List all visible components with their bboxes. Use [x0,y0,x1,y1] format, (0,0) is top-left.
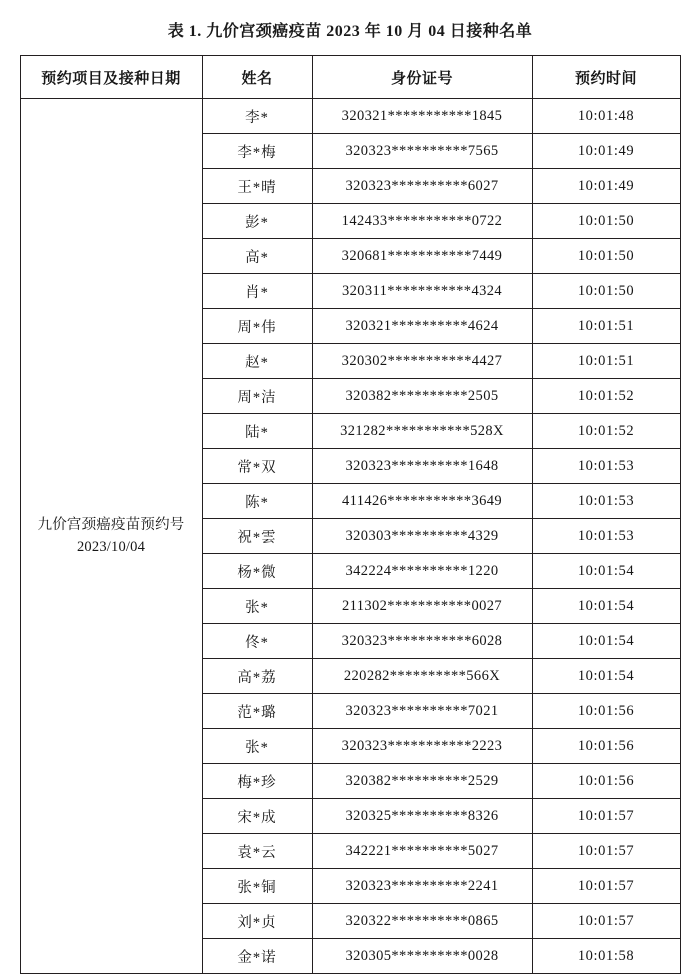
cell-appointment-time: 10:01:56 [532,694,680,729]
cell-id-number: 320323**********7021 [312,694,532,729]
cell-appointment-time: 10:01:56 [532,729,680,764]
cell-appointment-time: 10:01:56 [532,764,680,799]
cell-id-number: 142433***********0722 [312,204,532,239]
cell-name: 高* [202,239,312,274]
cell-appointment-time: 10:01:57 [532,869,680,904]
cell-id-number: 220282**********566X [312,659,532,694]
cell-id-number: 320322**********0865 [312,904,532,939]
cell-name: 彭* [202,204,312,239]
cell-name: 常*双 [202,449,312,484]
cell-id-number: 320323**********7565 [312,134,532,169]
cell-id-number: 320323***********6028 [312,624,532,659]
cell-id-number: 320323**********6027 [312,169,532,204]
cell-id-number: 320325**********8326 [312,799,532,834]
cell-name: 高*荔 [202,659,312,694]
cell-name: 周*伟 [202,309,312,344]
cell-id-number: 320305**********0028 [312,939,532,974]
cell-id-number: 320323**********2241 [312,869,532,904]
cell-appointment-time: 10:01:48 [532,99,680,134]
column-header-project: 预约项目及接种日期 [20,56,202,99]
cell-appointment-time: 10:01:49 [532,169,680,204]
cell-name: 王*晴 [202,169,312,204]
cell-appointment-time: 10:01:57 [532,904,680,939]
column-header-time: 预约时间 [532,56,680,99]
project-and-date-cell [20,99,202,974]
cell-name: 张*铜 [202,869,312,904]
cell-name: 李* [202,99,312,134]
cell-appointment-time: 10:01:54 [532,554,680,589]
page-title: 表 1. 九价宫颈癌疫苗 2023 年 10 月 04 日接种名单 [167,23,533,40]
cell-name: 杨*微 [202,554,312,589]
cell-id-number: 320681***********7449 [312,239,532,274]
cell-appointment-time: 10:01:58 [532,939,680,974]
cell-appointment-time: 10:01:54 [532,624,680,659]
vaccination-roster-table [20,55,681,974]
cell-appointment-time: 10:01:50 [532,274,680,309]
cell-name: 周*洁 [202,379,312,414]
cell-id-number: 342221**********5027 [312,834,532,869]
cell-name: 范*璐 [202,694,312,729]
column-header-id: 身份证号 [312,56,532,99]
cell-name: 宋*成 [202,799,312,834]
cell-id-number: 320311***********4324 [312,274,532,309]
table-header [20,56,680,99]
cell-name: 张* [202,589,312,624]
cell-appointment-time: 10:01:50 [532,204,680,239]
project-name-text: 九价宫颈癌疫苗预约号 [37,516,185,533]
cell-id-number: 320321**********4624 [312,309,532,344]
cell-appointment-time: 10:01:53 [532,519,680,554]
cell-appointment-time: 10:01:52 [532,414,680,449]
cell-name: 张* [202,729,312,764]
cell-appointment-time: 10:01:50 [532,239,680,274]
cell-id-number: 320303**********4329 [312,519,532,554]
cell-name: 佟* [202,624,312,659]
cell-name: 梅*珍 [202,764,312,799]
cell-id-number: 320302***********4427 [312,344,532,379]
cell-name: 陆* [202,414,312,449]
table-header-row [20,56,680,99]
cell-appointment-time: 10:01:57 [532,799,680,834]
cell-appointment-time: 10:01:54 [532,589,680,624]
cell-appointment-time: 10:01:57 [532,834,680,869]
cell-id-number: 320382**********2529 [312,764,532,799]
cell-appointment-time: 10:01:51 [532,309,680,344]
cell-name: 肖* [202,274,312,309]
cell-name: 赵* [202,344,312,379]
cell-id-number: 320321***********1845 [312,99,532,134]
cell-name: 祝*雲 [202,519,312,554]
cell-name: 刘*贞 [202,904,312,939]
project-date-text: 2023/10/04 [76,539,146,555]
cell-id-number: 320382**********2505 [312,379,532,414]
cell-appointment-time: 10:01:53 [532,449,680,484]
cell-id-number: 211302***********0027 [312,589,532,624]
cell-id-number: 320323***********2223 [312,729,532,764]
cell-name: 陈* [202,484,312,519]
cell-appointment-time: 10:01:52 [532,379,680,414]
cell-appointment-time: 10:01:53 [532,484,680,519]
table-body [20,99,680,974]
column-header-name: 姓名 [202,56,312,99]
table-row [20,99,680,134]
cell-name: 袁*云 [202,834,312,869]
cell-id-number: 342224**********1220 [312,554,532,589]
cell-id-number: 411426***********3649 [312,484,532,519]
cell-name: 金*诺 [202,939,312,974]
cell-appointment-time: 10:01:49 [532,134,680,169]
cell-appointment-time: 10:01:54 [532,659,680,694]
cell-appointment-time: 10:01:51 [532,344,680,379]
cell-id-number: 320323**********1648 [312,449,532,484]
cell-id-number: 321282***********528X [312,414,532,449]
cell-name: 李*梅 [202,134,312,169]
